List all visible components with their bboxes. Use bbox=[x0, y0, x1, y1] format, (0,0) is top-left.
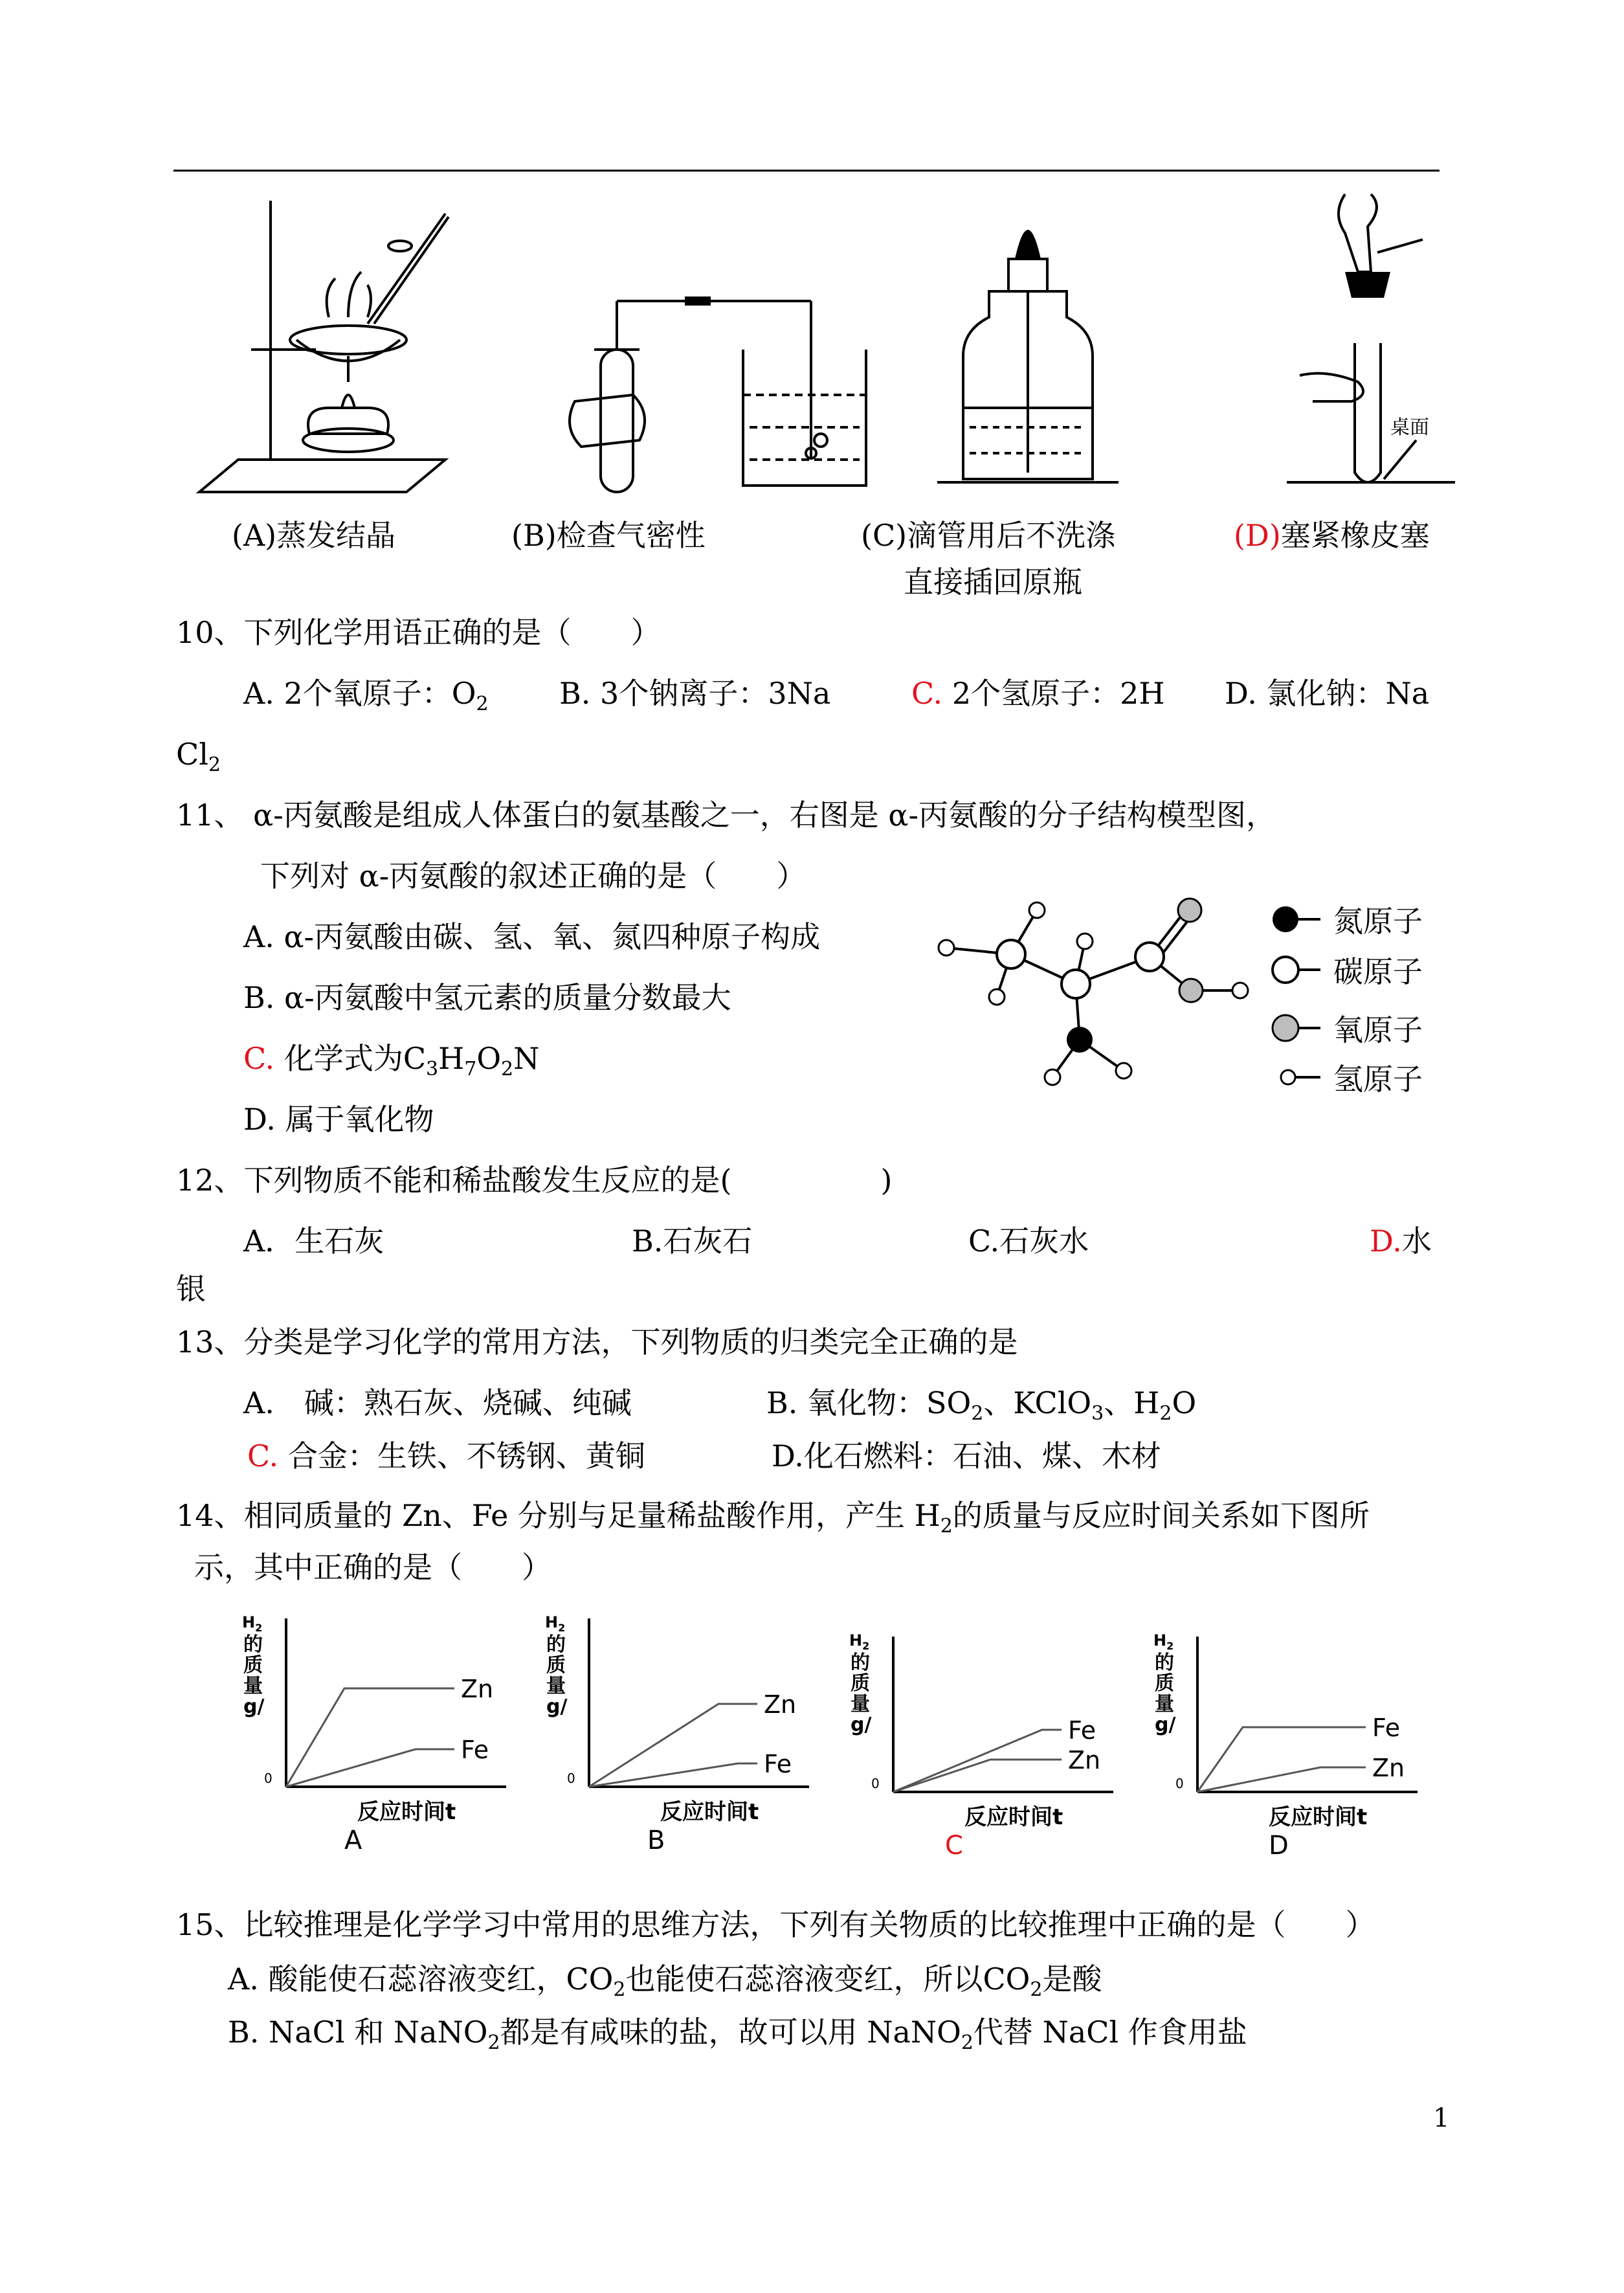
graph-label-bottom: Fe bbox=[461, 1736, 489, 1764]
graph-line-bottom bbox=[1197, 1767, 1366, 1792]
graph-ylabel: $H_2$ bbox=[849, 1631, 870, 1652]
graph-xlabel: 反应时间t bbox=[964, 1804, 1063, 1830]
q12-stem: 12、下列物质不能和稀盐酸发生反应的是( ) bbox=[176, 1163, 893, 1198]
graph-ylabel-rest: 的质量 g/ bbox=[1155, 1651, 1176, 1736]
apparatus-illustrations bbox=[173, 188, 1455, 498]
graph-letter: B bbox=[647, 1826, 665, 1851]
graph-ylabel: $H_2$ bbox=[242, 1613, 263, 1634]
graph-line-top bbox=[1197, 1727, 1366, 1792]
q14-stem-line1: 14、相同质量的 Zn、Fe 分别与足量稀盐酸作用，产生 $H_2$的质量与反应时间关系如下图所 bbox=[176, 1498, 1370, 1538]
caption-b: (B)检查气密性 bbox=[511, 518, 706, 553]
caption-c-line2: 直接插回原瓶 bbox=[904, 565, 1082, 599]
graph-line-bottom bbox=[893, 1760, 1062, 1792]
q14-graph-b bbox=[544, 1605, 841, 1851]
graph-label-top: Fe bbox=[1372, 1714, 1401, 1742]
q10-option-d-wrap: $Cl_2$ bbox=[176, 737, 221, 776]
q12-option-c: C.石灰水 bbox=[968, 1224, 1089, 1258]
graph-origin: 0 bbox=[871, 1776, 880, 1791]
q10-option-c: C. 2个氢原子：2H bbox=[911, 676, 1165, 711]
q10-option-b: B. 3个钠离子：3Na bbox=[559, 676, 831, 711]
q14-stem-line2: 示，其中正确的是（ ） bbox=[194, 1550, 551, 1585]
caption-c-line1: (C)滴管用后不洗涤 bbox=[861, 518, 1116, 553]
header-rule bbox=[173, 170, 1440, 172]
q13-stem: 13、分类是学习化学的常用方法，下列物质的归类完全正确的是 bbox=[176, 1325, 1018, 1359]
graph-ylabel-rest: 的质量 g/ bbox=[243, 1633, 265, 1718]
page-number: 1 bbox=[1433, 2103, 1450, 2133]
q14-graph-a bbox=[241, 1605, 539, 1851]
q12-option-b: B.石灰石 bbox=[632, 1224, 753, 1258]
legend-nitrogen: 氮原子 bbox=[1333, 904, 1423, 939]
graph-origin: 0 bbox=[264, 1771, 273, 1786]
graph-label-top: Zn bbox=[461, 1675, 494, 1703]
graph-label-bottom: Zn bbox=[1068, 1746, 1101, 1774]
q11-stem-line1: 11、 α-丙氨酸是组成人体蛋白的氨基酸之一，右图是 α-丙氨酸的分子结构模型图， bbox=[176, 798, 1276, 833]
q12-option-d: D.水 bbox=[1370, 1224, 1432, 1258]
q13-option-c: C. 合金：生铁、不锈钢、黄铜 bbox=[247, 1438, 645, 1473]
graph-label-top: Zn bbox=[764, 1690, 797, 1719]
alanine-molecule-model bbox=[932, 887, 1269, 1107]
q13-option-b: B. 氧化物：$SO_2$、KClO$_3$、$H_2O$ bbox=[766, 1385, 1197, 1425]
dropper-bottle-drawing bbox=[937, 230, 1118, 482]
desk-label: 桌面 bbox=[1390, 416, 1429, 439]
graph-line-bottom bbox=[286, 1749, 454, 1787]
q14-graph-d bbox=[1152, 1624, 1450, 1857]
q11-option-c: C. 化学式为$C_3H_7O_2N$ bbox=[243, 1041, 540, 1080]
legend-hydrogen: 氢原子 bbox=[1333, 1062, 1423, 1097]
graph-label-bottom: Fe bbox=[764, 1750, 792, 1778]
graph-origin: 0 bbox=[1175, 1776, 1184, 1791]
q13-option-d: D.化石燃料：石油、煤、木材 bbox=[772, 1438, 1161, 1473]
graph-letter: D bbox=[1269, 1831, 1289, 1857]
graph-label-top: Fe bbox=[1068, 1716, 1096, 1745]
graph-letter: A bbox=[344, 1826, 362, 1851]
graph-label-bottom: Zn bbox=[1372, 1754, 1405, 1782]
graph-origin: 0 bbox=[567, 1771, 575, 1786]
airtightness-apparatus-drawing bbox=[570, 296, 866, 492]
q10-option-a: A. 2个氧原子：$O_2$ bbox=[243, 676, 489, 715]
caption-a: (A)蒸发结晶 bbox=[232, 518, 396, 553]
q15-option-a: A. 酸能使石蕊溶液变红，$CO_2$也能使石蕊溶液变红，所以$CO_2$是酸 bbox=[228, 1962, 1102, 2001]
q11-option-a: A. α-丙氨酸由碳、氢、氧、氮四种原子构成 bbox=[243, 919, 821, 954]
molecule-legend-markers bbox=[1269, 897, 1327, 1111]
graph-ylabel-rest: 的质量 g/ bbox=[851, 1651, 872, 1736]
caption-d: (D)塞紧橡皮塞 bbox=[1234, 518, 1430, 553]
q12-option-d-wrap: 银 bbox=[176, 1271, 206, 1306]
evaporation-apparatus-drawing bbox=[199, 201, 449, 492]
legend-carbon: 碳原子 bbox=[1333, 954, 1423, 989]
q12-option-a: A．生石灰 bbox=[243, 1224, 384, 1258]
graph-letter: C bbox=[945, 1831, 963, 1857]
graph-line-top bbox=[286, 1688, 454, 1787]
q10-option-d: D. 氯化钠：Na bbox=[1225, 676, 1430, 711]
q15-stem: 15、比较推理是化学学习中常用的思维方法，下列有关物质的比较推理中正确的是（ ） bbox=[176, 1907, 1375, 1942]
stopper-test-tube-drawing bbox=[1287, 194, 1455, 482]
q10-stem: 10、下列化学用语正确的是（ ） bbox=[176, 615, 661, 650]
graph-ylabel-rest: 的质量 g/ bbox=[546, 1633, 568, 1718]
q15-option-b: B. NaCl 和 NaNO$_2$都是有咸味的盐，故可以用 NaNO$_2$代替 NaCl 作食用盐 bbox=[228, 2015, 1247, 2054]
graph-xlabel: 反应时间t bbox=[357, 1799, 456, 1825]
graph-ylabel: $H_2$ bbox=[545, 1613, 566, 1634]
graph-xlabel: 反应时间t bbox=[1269, 1804, 1368, 1830]
legend-oxygen: 氧原子 bbox=[1333, 1012, 1423, 1047]
q11-option-b: B. α-丙氨酸中氢元素的质量分数最大 bbox=[243, 980, 731, 1015]
graph-xlabel: 反应时间t bbox=[660, 1799, 759, 1825]
graph-line-bottom bbox=[589, 1763, 757, 1787]
q11-stem-line2: 下列对 α-丙氨酸的叙述正确的是（ ） bbox=[260, 858, 806, 893]
q14-graph-c bbox=[848, 1624, 1146, 1857]
graph-ylabel: $H_2$ bbox=[1153, 1631, 1174, 1652]
q13-option-a: A. 碱：熟石灰、烧碱、纯碱 bbox=[243, 1385, 632, 1420]
q11-option-d: D. 属于氧化物 bbox=[243, 1102, 434, 1137]
